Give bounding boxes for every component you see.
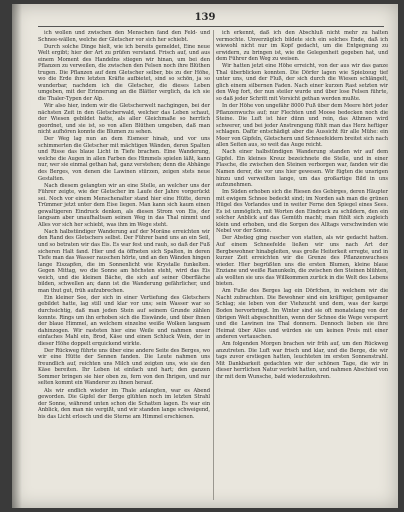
paragraph: Nach diesem gelangten wir an eine Stelle, an welcher uns der Führer zeigte, wie der Gletscher im Laufe der Jahre vorgerückt sei. Noch vor einem Menschenalter stand hier eine Hütte, deren Trümmer jetzt unter dem Eise liegen. Man kann sich kaum einen gewaltigeren Eindruck denken, als diesen Strom von Eis, der langsam aber unaufhaltsam seinen Weg in das Thal nimmt und Alles vor sich her schiebt, was ihm im Wege steht. <box>38 182 210 228</box>
paragraph: Am Fuße des Berges lag ein Dörfchen, in welchem wir die Nacht zubrachten. Die Bewohner sind ein kräftiger, genügsamer Schlag; sie leben von der Viehzucht und dem, was der karge Boden hervorbringt. Im Winter sind sie oft monatelang von der übrigen Welt abgeschnitten, wenn der Schnee die Wege versperrt und die Lawinen ins Thal donnern. Dennoch lieben sie ihre Heimat über Alles und würden sie um keinen Preis mit einer anderen vertauschen. <box>216 288 388 341</box>
paragraph: Wir also hier, indem wir die Gletscherwelt nachgingen, bei der nächsten Zeit in den Gletscherwald, welcher das Leben schaut, der Wiesen gebildet hatte, als aller Gleichmaße so herrlich geordnet, und sie ist, so von allen Blüthen umgeben, daß man nicht aufhören konnte die Blumen zu sehen. <box>38 103 210 136</box>
paragraph: Ein kleiner See, der sich in einer Vertiefung des Gletschers gebildet hatte, lag still und klar vor uns; sein Wasser war so durchsichtig, daß man jeden Stein auf seinem Grunde zählen konnte. Rings um ihn erhoben sich die Eiswände, und über ihnen der blaue Himmel, an welchem einzelne weiße Wolken langsam dahinzogen. Wir rasteten hier eine Weile und nahmen unser einfaches Mahl ein, Brod, Käse und einen Schluck Wein, der in dieser Höhe doppelt erquickend wirkte. <box>38 294 210 347</box>
page-number: 139 <box>194 12 216 23</box>
paragraph: Am folgenden Morgen brachen wir früh auf, um den Rückweg anzutreten. Die Luft war frisch und klar, und die Berge, die wir tags zuvor erstiegen hatten, leuchteten im ersten Sonnenstrahl. Mit Dankbarkeit gedachten wir der schönen Tage, die wir in dieser herrlichen Natur verlebt hatten, und nahmen Abschied von ihr mit dem Wunsche, bald wiederzukehren. <box>216 341 388 380</box>
paragraph: Der Rückweg führte uns über eine andere Seite des Berges, wo wir eine Hütte der Sennen fanden. Die Leute nahmen uns freundlich auf, reichten uns Milch und zeigten uns, wie sie den Käse bereiten. Ihr Leben ist einfach und hart; den ganzen Sommer bringen sie hier oben zu, fern von den Ihrigen, und nur selten kommt ein Wanderer zu ihnen herauf. <box>38 347 210 387</box>
paragraph: In der Höhe von ungefähr 8000 Fuß über dem Meere hört jeder Pflanzenwuchs auf; nur Flechten und Moose bedecken noch die Steine. Die Luft ist hier dünn und rein, das Athmen wird schwerer, und bei jeder Anstrengung fühlt man das Herz heftiger schlagen. Dafür entschädigt aber die Aussicht für alle Mühe: ein Meer von Gipfeln, Gletschern und Schneefeldern breitet sich nach allen Seiten aus, so weit das Auge reicht. <box>216 103 388 149</box>
paragraph: ich erkennt, daß ich den Abschluß nicht mehr zu halten vermochte. Unverzüglich bildete sich ein solches Ende, daß ich wiewohl nicht nur im Kopf gedacht, um die Entgegnung zu erwidern, zu bringen ist, wie die Gelegenheit gegeben hat, und dem Führer den Weg zu weisen. <box>216 30 388 63</box>
right-column <box>216 30 388 504</box>
paragraph: Nach einer halbstündigen Wanderung standen wir auf dem Gipfel. Ein kleines Kreuz bezeichnete die Stelle, und in einer Flasche, die zwischen den Steinen verborgen war, fanden wir die Namen derer, die vor uns hier gewesen. Wir fügten die unsrigen hinzu und verweilten lange, um das großartige Bild in uns aufzunehmen. <box>216 149 388 189</box>
paragraph: Der Weg lag nun an dem Eismeer hinab, und vor uns schimmerten die Gletscher mit mächtigen Wänden, deren Spalten und Risse das blaue Licht in Tiefe brachen. Eine Wanderung, welche die Augen in allen Farben des Himmels spielen läßt, kann nur, wer sie einmal gethan hat, ganz verstehen; denn die Abhänge des Berges, von denen die Lawinen stürzen, zeigen stets neue Gestalten. <box>38 136 210 182</box>
paragraph: ich wollen und zwischen den Menschen fand den Feld- und Schnee-wällen, welche der Gletscher vor sich her schiebt. <box>38 30 210 43</box>
paragraph: Im Süden erhoben sich die Riesen des Gebirges, deren Häupter mit ewigem Schnee bedeckt sind; im Norden sah man die grünen Hügel des Vorlandes und in weiter Ferne den Spiegel eines Sees. Es ist unmöglich, mit Worten den Eindruck zu schildern, den ein solcher Anblick auf das Gemüth macht; man fühlt sich zugleich klein und erhoben, und die Sorgen des Alltags verschwinden wie Nebel vor der Sonne. <box>216 189 388 235</box>
paragraph: Nach halbstündiger Wanderung auf der Moräne erreichten wir den Rand des Gletschers selbst. Der Führer band uns an ein Seil, und so betraten wir das Eis. Es war fest und rauh, so daß der Fuß sicheren Halt fand. Hier und da öffneten sich Spalten, in deren Tiefe man das Wasser rauschen hörte, und an den Wänden hingen lange Eiszapfen, die im Sonnenlicht wie Krystalle funkelten. Gegen Mittag, wo die Sonne am höchsten steht, wird das Eis weich, und die kleinen Bäche, die sich auf seiner Oberfläche bilden, schwellen an; dann ist die Wanderung gefährlicher, und man thut gut, früh aufzubrechen. <box>38 228 210 294</box>
header-rule <box>38 26 384 27</box>
paragraph: Als wir endlich wieder im Thale anlangten, war es Abend geworden. Die Gipfel der Berge glühten noch im letzten Strahl der Sonne, während unten schon die Schatten lagen. Es war ein Anblick, den man nie vergißt, und wir standen lange schweigend, bis das Licht erlosch und die Sterne am Himmel erschienen. <box>38 387 210 420</box>
paragraph: Wir hatten jetzt eine Höhe erreicht, von der aus wir das ganze Thal überblicken konnten. Die Dörfer lagen wie Spielzeug tief unter uns, und der Fluß, der sich durch die Wiesen schlängelt, glich einem silbernen Faden. Nach einer kurzen Rast setzten wir den Weg fort, der nun steiler wurde und über lose Felsen führte, so daß jeder Schritt mit Vorsicht gethan werden mußte. <box>216 63 388 102</box>
paragraph: Durch solche Dinge hielt, wie ich bereits gemeldet, Eine neue Welt ergibt; hier der Art zu prüfen verstand. Frisch auf, und aus einem Moment des Handelns stiegen wir hinan, um bei den Pflanzen zu verweilen, die zwischen den Felsen noch ihre Blüthen trugen. Die Pflanzen auf dem Gletscher selber, bis zu der Höhe, wo die Erde ihre letzten Kräfte aufbietet, sind so schön, ja so wunderbar, nachdem ich die Gletscher, die dieses Leben umgeben, mit der Erinnerung an die Blätter verglich, da ich sie die Thaler-Typen der Alp. <box>38 43 210 102</box>
newspaper-page <box>12 4 398 508</box>
paragraph: Der Abstieg ging rascher von statten, als wir gedacht hatten. Auf einem Schneefelde ließen wir uns nach Art der Bergbewohner hinabgleiten, was große Heiterkeit erregte, und in kurzer Zeit erreichten wir die Grenze des Pflanzenwuchses wieder. Hier begrüßten uns die ersten Blumen, kleine blaue Enziane und weiße Ranunkeln, die zwischen den Steinen blühten, als wollten sie uns das Willkommen zurück in die Welt des Lebens bieten. <box>216 235 388 288</box>
left-column <box>38 30 210 504</box>
column-divider <box>213 30 214 500</box>
